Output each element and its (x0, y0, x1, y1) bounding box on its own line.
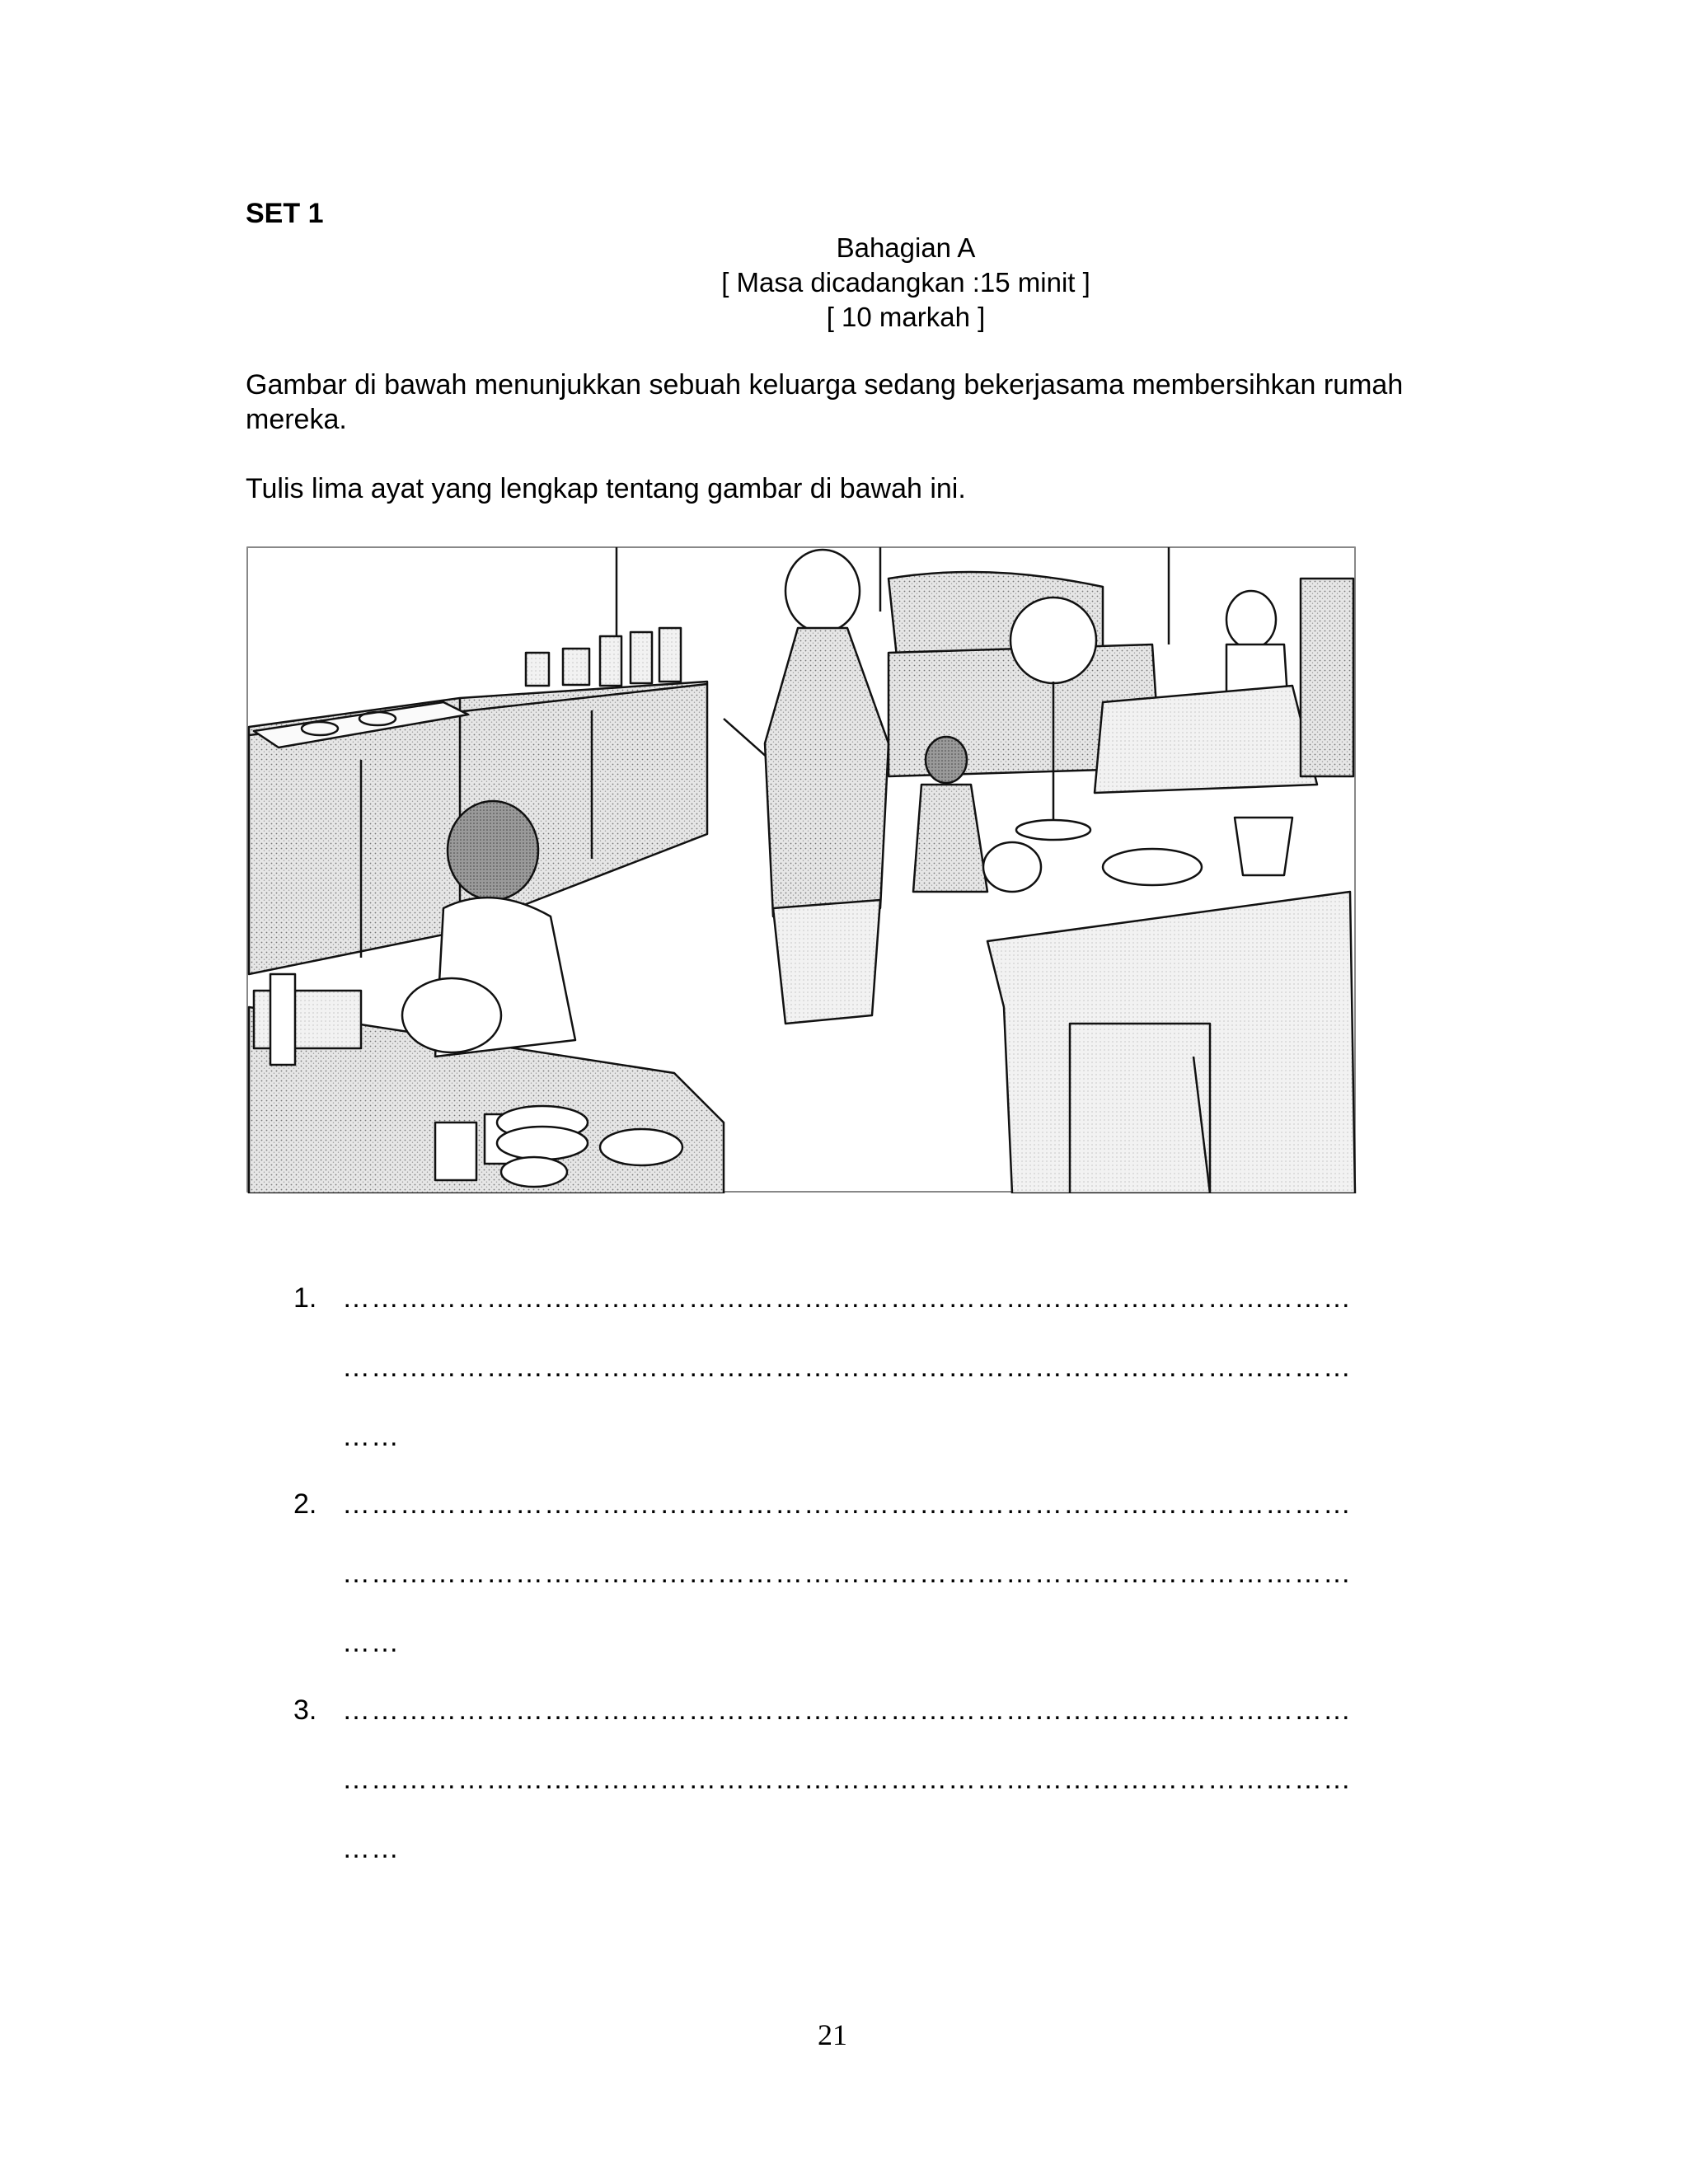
answer-line[interactable]: …… (342, 1421, 400, 1452)
answer-line[interactable]: …………………………………………………………………………………………… (342, 1764, 1352, 1795)
answer-line[interactable]: …… (342, 1627, 400, 1658)
answer-line[interactable]: …………………………………………………………………………………………… (342, 1488, 1352, 1520)
marks: [ 10 markah ] (826, 302, 986, 332)
question-number: 3. (293, 1694, 317, 1726)
intro-text: Gambar di bawah menunjukkan sebuah keluarga sedang bekerjasama membersihkan rumah mereka. (246, 369, 1404, 435)
answer-line[interactable]: …………………………………………………………………………………………… (342, 1694, 1352, 1726)
section-title: Bahagian A (836, 232, 976, 263)
set-label: SET 1 (246, 198, 324, 229)
question-number: 1. (293, 1282, 317, 1314)
question-number: 2. (293, 1488, 317, 1520)
answer-line[interactable]: …………………………………………………………………………………………… (342, 1282, 1352, 1314)
answer-line[interactable]: …… (342, 1833, 400, 1864)
instruction-text: Tulis lima ayat yang lengkap tentang gambar di bawah ini. (246, 473, 966, 504)
answer-line[interactable]: …………………………………………………………………………………………… (342, 1558, 1352, 1589)
suggested-time: [ Masa dicadangkan :15 minit ] (721, 267, 1090, 298)
family-cleaning-illustration (246, 546, 1357, 1193)
answer-line[interactable]: …………………………………………………………………………………………… (342, 1352, 1352, 1383)
page-number: 21 (818, 2018, 847, 2051)
